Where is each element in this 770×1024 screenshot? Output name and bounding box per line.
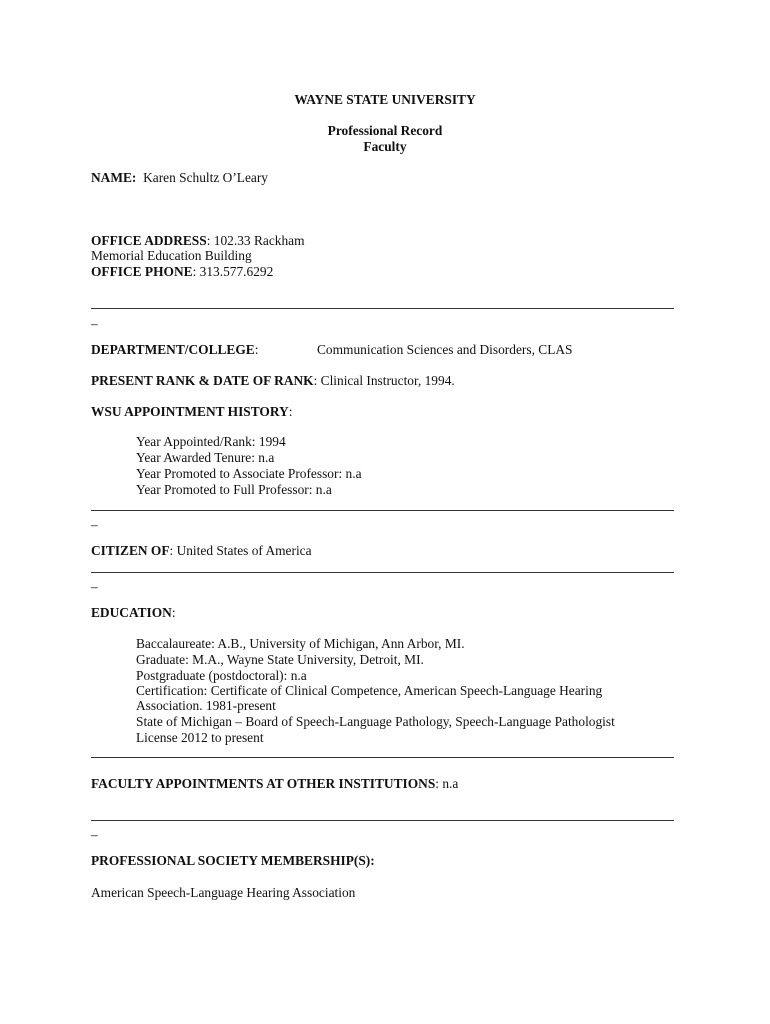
office-phone-row [91, 264, 273, 280]
separator-rule [91, 510, 674, 511]
education-line: State of Michigan – Board of Speech-Language Pathology, Speech-Language Pathologist [136, 714, 615, 729]
education-line: License 2012 to present [136, 730, 264, 745]
education-heading [91, 605, 176, 621]
faculty-appointments-row [91, 776, 458, 792]
university-title: WAYNE STATE UNIVERSITY [294, 92, 476, 107]
department-value: Communication Sciences and Disorders, CLAS [317, 342, 573, 357]
faculty-appointments-label: FACULTY APPOINTMENTS AT OTHER INSTITUTIONS [91, 776, 436, 791]
citizen-value: : United States of America [169, 543, 312, 558]
education-label: EDUCATION [91, 605, 172, 620]
department-row [91, 342, 258, 358]
separator-rule [91, 820, 674, 821]
record-subtitle: Faculty [363, 139, 407, 154]
office-address-line2: Memorial Education Building [91, 248, 252, 263]
citizen-row [91, 543, 312, 559]
appointment-line: Year Promoted to Associate Professor: n.a [136, 466, 362, 481]
appointment-line: Year Promoted to Full Professor: n.a [136, 482, 332, 497]
education-line: Graduate: M.A., Wayne State University, Detroit, MI. [136, 652, 424, 667]
faculty-appointments-value: : n.a [435, 776, 459, 791]
separator-rule [91, 308, 674, 309]
appointment-history-colon: : [288, 404, 293, 419]
appointment-line: Year Awarded Tenure: n.a [136, 450, 275, 465]
name-value: Karen Schultz O’Leary [143, 170, 269, 185]
appointment-history-heading [91, 404, 292, 420]
separator-dash: – [91, 827, 98, 842]
department-colon: : [254, 342, 259, 357]
name-label: NAME: [91, 170, 137, 185]
name-row [91, 170, 268, 186]
separator-dash: – [91, 316, 98, 331]
office-address-label: OFFICE ADDRESS [91, 233, 207, 248]
record-title: Professional Record [327, 123, 443, 138]
appointment-history-label: WSU APPOINTMENT HISTORY [91, 404, 289, 419]
society-value: American Speech-Language Hearing Association [91, 885, 356, 900]
education-line: Association. 1981-present [136, 698, 276, 713]
citizen-label: CITIZEN OF [91, 543, 170, 558]
separator-dash: – [91, 579, 98, 594]
separator-rule [91, 757, 674, 758]
education-line: Certification: Certificate of Clinical Competence, American Speech-Language Hearing [136, 683, 603, 698]
separator-rule [91, 572, 674, 573]
appointment-line: Year Appointed/Rank: 1994 [136, 434, 286, 449]
rank-row [91, 373, 455, 389]
education-line: Baccalaureate: A.B., University of Michigan, Ann Arbor, MI. [136, 636, 465, 651]
rank-label: PRESENT RANK & DATE OF RANK [91, 373, 314, 388]
department-label: DEPARTMENT/COLLEGE [91, 342, 255, 357]
separator-dash: – [91, 517, 98, 532]
office-phone-label: OFFICE PHONE [91, 264, 193, 279]
office-address-line1: : 102.33 Rackham [206, 233, 305, 248]
office-address-row [91, 233, 305, 249]
society-label: PROFESSIONAL SOCIETY MEMBERSHIP(S): [91, 853, 375, 868]
rank-value: : Clinical Instructor, 1994. [313, 373, 455, 388]
education-line: Postgraduate (postdoctoral): n.a [136, 668, 307, 683]
office-phone-value: : 313.577.6292 [192, 264, 274, 279]
education-colon: : [171, 605, 176, 620]
